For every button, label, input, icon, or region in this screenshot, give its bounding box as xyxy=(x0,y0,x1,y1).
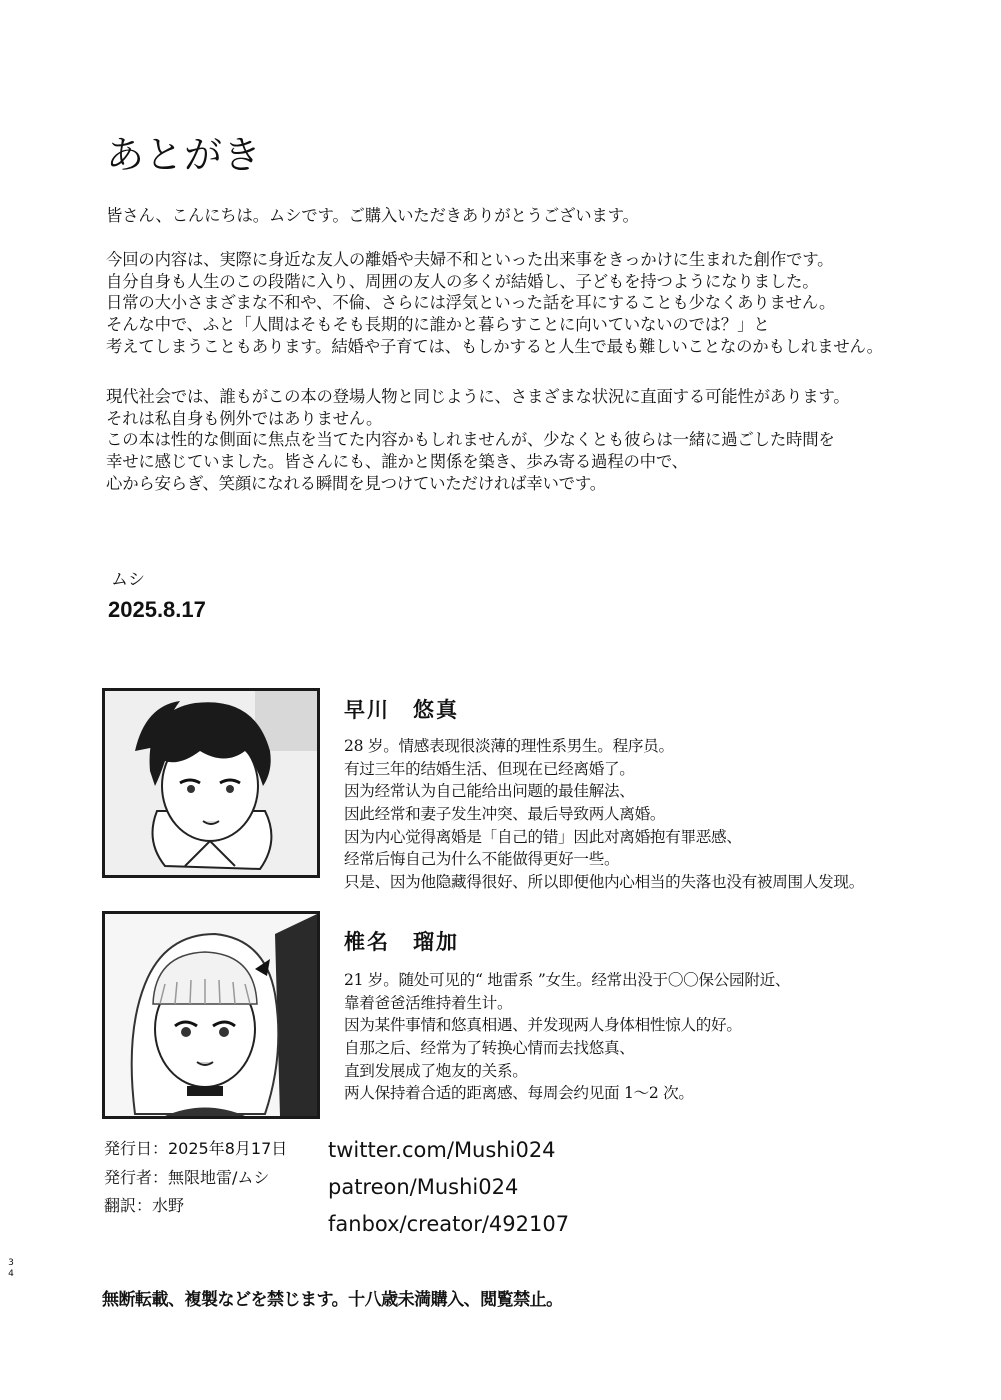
description-line: 因为内心觉得离婚是「自己的错」因此对离婚抱有罪恶感、 xyxy=(344,827,742,846)
description-line: 自那之后、经常为了转换心情而去找悠真、 xyxy=(344,1039,635,1058)
social-links xyxy=(328,1132,569,1243)
afterword-paragraph-2 xyxy=(106,386,849,494)
description-line: 靠着爸爸活维持着生计。 xyxy=(344,993,513,1012)
description-line: 只是、因为他隐藏得很好、所以即便他内心相当的失落也没有被周围人发现。 xyxy=(344,873,864,892)
paragraph-line: 幸せに感じていました。皆さんにも、誰かと関係を築き、歩み寄る過程の中で、 xyxy=(106,452,688,472)
portrait-illustration-female xyxy=(105,914,317,1116)
link-fanbox: fanbox/creator/492107 xyxy=(328,1212,570,1236)
paragraph-line: 日常の大小さまざまな不和や、不倫、さらには浮気といった話を耳にすることも少なくありません。 xyxy=(106,293,836,313)
paragraph-line: この本は性的な側面に焦点を当てた内容かもしれませんが、少なくとも彼らは一緒に過ごした時間を xyxy=(106,430,835,450)
credit-translator: 翻訳：水野 xyxy=(104,1196,185,1215)
paragraph-line: それは私自身も例外ではありません。 xyxy=(106,408,383,428)
description-line: 两人保持着合适的距离感、每周会约见面 1〜2 次。 xyxy=(344,1084,694,1103)
paragraph-line: 現代社会では、誰もがこの本の登場人物と同じように、さまざまな状況に直面する可能性があります。 xyxy=(106,387,850,406)
link-twitter: twitter.com/Mushi024 xyxy=(328,1138,556,1162)
portrait-illustration-male xyxy=(105,691,317,875)
paragraph-line: 考えてしまうこともあります。結婚や子育ては、もしかすると人生で最も難しいことなのかもしれません。 xyxy=(106,336,883,356)
afterword-paragraph-1 xyxy=(106,249,883,357)
credit-publisher: 発行者：無限地雷/ムシ xyxy=(104,1167,270,1187)
author-signature: ムシ xyxy=(111,570,145,590)
description-line: 21 岁。随处可见的“ 地雷系 ”女生。经常出没于〇〇保公园附近、 xyxy=(344,971,791,989)
description-line: 有过三年的结婚生活、但现在已经离婚了。 xyxy=(344,759,635,778)
description-line: 因为某件事情和悠真相遇、并发现两人身体相性惊人的好。 xyxy=(344,1016,742,1035)
character-portrait-yuma xyxy=(102,688,320,878)
afterword-date: 2025.8.17 xyxy=(108,597,206,622)
link-patreon: patreon/Mushi024 xyxy=(328,1175,519,1199)
page-title: あとがき xyxy=(106,133,263,177)
credit-publish-date: 発行日：2025年8月17日 xyxy=(104,1139,288,1158)
paragraph-line: そんな中で、ふと「人間はそもそも長期的に誰かと暮らすことに向いていないのでは？」と xyxy=(106,315,770,335)
description-line: 因为经常认为自己能给出问题的最佳解法、 xyxy=(344,782,635,801)
paragraph-line: 心から安らぎ、笑顔になれる瞬間を見つけていただければ幸いです。 xyxy=(106,473,606,493)
character-portrait-ruka xyxy=(102,911,320,1119)
description-line: 因此经常和妻子发生冲突、最后导致两人离婚。 xyxy=(344,805,666,824)
description-line: 直到发展成了炮友的关系。 xyxy=(344,1061,528,1080)
description-line: 经常后悔自己为什么不能做得更好一些。 xyxy=(344,850,620,869)
paragraph-line: 今回の内容は、実際に身近な友人の離婚や夫婦不和といった出来事をきっかけに生まれた創作です。 xyxy=(106,250,834,269)
character-description-ruka xyxy=(344,969,790,1105)
publication-credits xyxy=(104,1135,287,1221)
description-line: 28 岁。情感表现很淡薄的理性系男生。程序员。 xyxy=(344,737,674,755)
character-name-yuma: 早川 悠真 xyxy=(344,697,459,722)
page-number: 3 4 xyxy=(8,1258,14,1279)
character-description-yuma xyxy=(344,735,864,894)
paragraph-line: 自分自身も人生のこの段階に入り、周囲の友人の多くが結婚し、子どもを持つようになりました。 xyxy=(106,271,819,291)
greeting-text: 皆さん、こんにちは。ムシです。ご購入いただきありがとうございます。 xyxy=(106,206,639,225)
character-name-ruka: 椎名 瑠加 xyxy=(344,929,459,954)
copyright-warning: 無断転載、複製などを禁じます。十八歳未満購入、閲覧禁止。 xyxy=(102,1290,563,1310)
